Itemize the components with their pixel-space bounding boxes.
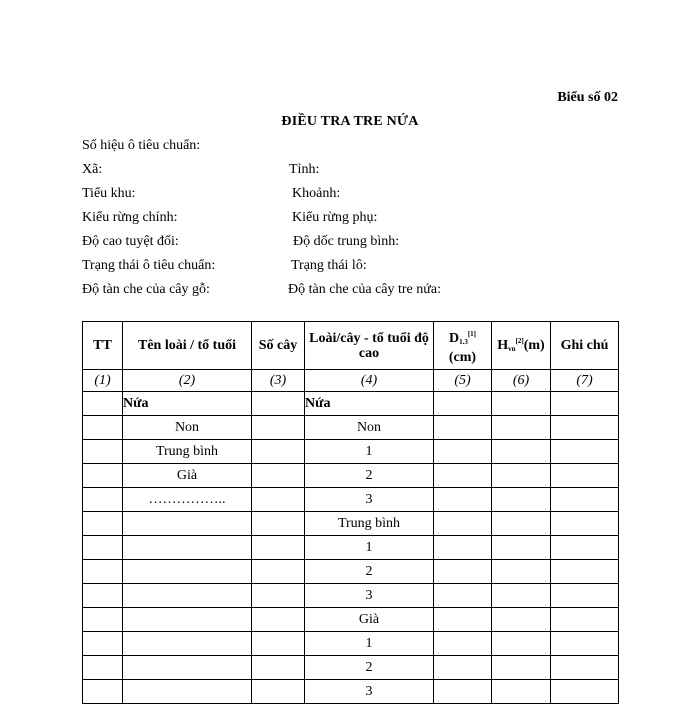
table-cell-col-2[interactable] — [123, 560, 252, 584]
table-row — [83, 608, 619, 632]
table-cell-col-1[interactable] — [83, 584, 123, 608]
table-cell-col-5[interactable] — [434, 512, 492, 536]
table-cell-col-6[interactable] — [492, 416, 551, 440]
header-tt: TT — [83, 322, 123, 370]
table-cell-col-4[interactable]: Trung bình — [305, 512, 434, 536]
table-cell-col-6[interactable] — [492, 560, 551, 584]
secondary-forest-type-label: Kiểu rừng phụ: — [292, 210, 378, 225]
table-cell-col-5[interactable] — [434, 416, 492, 440]
header-species-age-height: Loài/cây - tổ tuổi độ cao — [305, 322, 434, 370]
commune-label: Xã: — [82, 162, 103, 177]
column-number: (5) — [434, 370, 492, 392]
table-cell-col-7[interactable] — [551, 416, 619, 440]
table-cell-col-5[interactable] — [434, 536, 492, 560]
column-number-row — [83, 370, 619, 392]
header-diameter: $D_{1.3}[1]$ (cm) — [434, 322, 492, 370]
header-species-age: Tên loài / tổ tuổi — [123, 322, 252, 370]
table-cell-col-7[interactable] — [551, 632, 619, 656]
table-cell-col-2[interactable]: Già — [123, 464, 252, 488]
table-cell-col-6[interactable] — [492, 584, 551, 608]
table-row — [83, 584, 619, 608]
column-number: (1) — [83, 370, 123, 392]
table-cell-col-2[interactable]: Non — [123, 416, 252, 440]
table-cell-col-3[interactable] — [252, 632, 305, 656]
timber-canopy-label: Độ tàn che của cây gỗ: — [82, 282, 210, 297]
table-cell-col-5[interactable] — [434, 392, 492, 416]
plot-number-label: Số hiệu ô tiêu chuẩn: — [82, 138, 201, 153]
table-cell-col-1[interactable] — [83, 464, 123, 488]
table-cell-col-3[interactable] — [252, 536, 305, 560]
column-number: (3) — [252, 370, 305, 392]
form-title: ĐIỀU TRA TRE NỨA — [281, 114, 419, 129]
table-cell-col-1[interactable] — [83, 608, 123, 632]
table-row — [83, 536, 619, 560]
table-cell-col-2[interactable]: …………….. — [123, 488, 252, 512]
table-cell-col-7[interactable] — [551, 584, 619, 608]
column-number: (6) — [492, 370, 551, 392]
table-cell-col-2[interactable]: Nứa — [123, 392, 252, 416]
table-row — [83, 560, 619, 584]
column-number: (4) — [305, 370, 434, 392]
table-cell-col-5[interactable] — [434, 560, 492, 584]
table-cell-col-5[interactable] — [434, 632, 492, 656]
compartment-label: Khoảnh: — [292, 186, 341, 201]
table-cell-col-4[interactable]: 2 — [305, 464, 434, 488]
main-forest-type-label: Kiểu rừng chính: — [82, 210, 178, 225]
table-cell-col-6[interactable] — [492, 656, 551, 680]
table-cell-col-1[interactable] — [83, 560, 123, 584]
table-row — [83, 464, 619, 488]
form-number: Biểu số 02 — [557, 90, 618, 105]
header-note: Ghi chú — [551, 322, 619, 370]
table-cell-col-4[interactable]: Non — [305, 416, 434, 440]
table-cell-col-2[interactable]: Trung bình — [123, 440, 252, 464]
table-cell-col-3[interactable] — [252, 416, 305, 440]
bamboo-survey-table — [82, 321, 619, 704]
table-cell-col-7[interactable] — [551, 464, 619, 488]
table-cell-col-4[interactable]: Già — [305, 608, 434, 632]
table-row — [83, 512, 619, 536]
table-cell-col-3[interactable] — [252, 440, 305, 464]
table-cell-col-1[interactable] — [83, 536, 123, 560]
table-header-row — [83, 322, 619, 370]
table-cell-col-6[interactable] — [492, 632, 551, 656]
table-cell-col-6[interactable] — [492, 392, 551, 416]
table-cell-col-5[interactable] — [434, 656, 492, 680]
table-cell-col-1[interactable] — [83, 488, 123, 512]
table-cell-col-4[interactable]: 1 — [305, 632, 434, 656]
table-cell-col-2[interactable] — [123, 536, 252, 560]
table-cell-col-3[interactable] — [252, 584, 305, 608]
column-number: (7) — [551, 370, 619, 392]
column-number: (2) — [123, 370, 252, 392]
table-cell-col-1[interactable] — [83, 440, 123, 464]
table-cell-col-4[interactable]: 2 — [305, 656, 434, 680]
table-cell-col-4[interactable]: 1 — [305, 536, 434, 560]
table-cell-col-7[interactable] — [551, 560, 619, 584]
table-cell-col-2[interactable] — [123, 656, 252, 680]
table-cell-col-3[interactable] — [252, 608, 305, 632]
table-cell-col-1[interactable] — [83, 392, 123, 416]
table-cell-col-2[interactable] — [123, 632, 252, 656]
table-cell-col-4[interactable]: 3 — [305, 488, 434, 512]
table-cell-col-7[interactable] — [551, 656, 619, 680]
table-row — [83, 440, 619, 464]
table-cell-col-6[interactable] — [492, 512, 551, 536]
average-slope-label: Độ dốc trung bình: — [293, 234, 400, 249]
table-cell-col-3[interactable] — [252, 392, 305, 416]
table-cell-col-6[interactable] — [492, 464, 551, 488]
table-cell-col-7[interactable] — [551, 608, 619, 632]
table-cell-col-6[interactable] — [492, 536, 551, 560]
table-cell-col-4[interactable]: 3 — [305, 584, 434, 608]
table-cell-col-1[interactable] — [83, 632, 123, 656]
table-cell-col-7[interactable] — [551, 512, 619, 536]
table-cell-col-4[interactable]: Nứa — [305, 392, 434, 416]
table-cell-col-7[interactable] — [551, 392, 619, 416]
table-cell-col-7[interactable] — [551, 440, 619, 464]
bamboo-canopy-label: Độ tàn che của cây tre nứa: — [288, 282, 441, 297]
table-cell-col-2[interactable] — [123, 608, 252, 632]
table-cell-col-1[interactable] — [83, 416, 123, 440]
table-cell-col-3[interactable] — [252, 560, 305, 584]
lot-status-label: Trạng thái lô: — [291, 258, 367, 273]
sub-zone-label: Tiểu khu: — [82, 186, 136, 201]
table-row — [83, 416, 619, 440]
table-cell-col-3[interactable] — [252, 488, 305, 512]
table-cell-col-3[interactable] — [252, 512, 305, 536]
table-cell-col-4[interactable]: 1 — [305, 440, 434, 464]
header-height: $H_{vn}[2](m)$ — [492, 322, 551, 370]
absolute-elevation-label: Độ cao tuyệt đối: — [82, 234, 179, 249]
table-row — [83, 392, 619, 416]
table-row — [83, 632, 619, 656]
table-cell-col-5[interactable] — [434, 488, 492, 512]
table-cell-col-2[interactable] — [123, 584, 252, 608]
table-cell-col-4[interactable]: 2 — [305, 560, 434, 584]
table-row — [83, 656, 619, 680]
table-cell-col-5[interactable] — [434, 440, 492, 464]
table-cell-col-1[interactable] — [83, 656, 123, 680]
table-row — [83, 488, 619, 512]
table-cell-col-4[interactable]: 3 — [305, 680, 434, 704]
table-cell-col-2[interactable] — [123, 512, 252, 536]
header-tree-count: Số cây — [252, 322, 305, 370]
table-cell-col-6[interactable] — [492, 608, 551, 632]
table-cell-col-1[interactable] — [83, 512, 123, 536]
table-cell-col-3[interactable] — [252, 656, 305, 680]
table-cell-col-3[interactable] — [252, 464, 305, 488]
table-cell-col-7[interactable] — [551, 536, 619, 560]
province-label: Tỉnh: — [289, 162, 320, 177]
table-cell-col-6[interactable] — [492, 488, 551, 512]
table-cell-col-5[interactable] — [434, 464, 492, 488]
table-cell-col-7[interactable] — [551, 488, 619, 512]
table-cell-col-6[interactable] — [492, 440, 551, 464]
table-cell-col-5[interactable] — [434, 608, 492, 632]
plot-status-label: Trạng thái ô tiêu chuẩn: — [82, 258, 216, 273]
table-cell-col-5[interactable] — [434, 584, 492, 608]
